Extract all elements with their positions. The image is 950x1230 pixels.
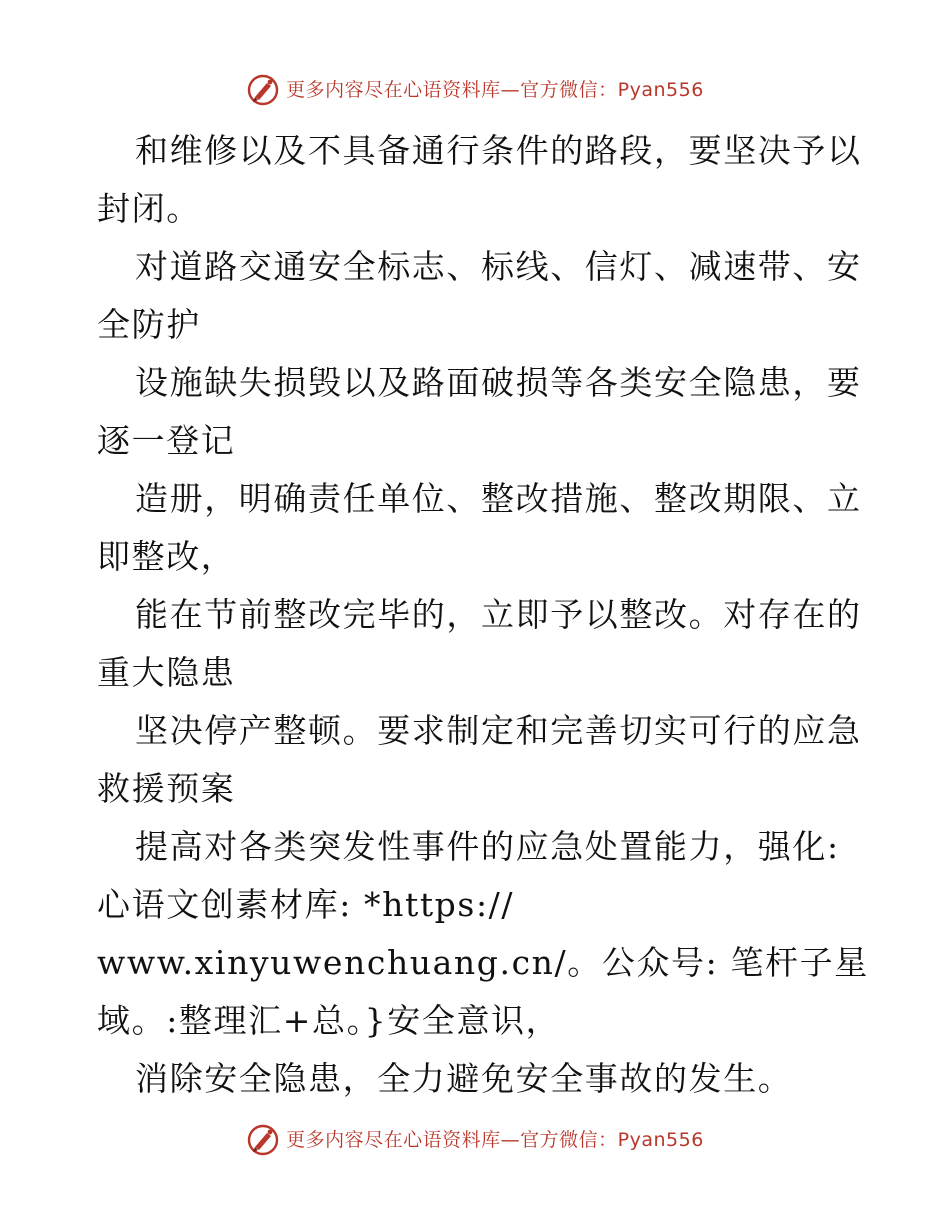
body-line: 全防护 — [97, 305, 201, 344]
pen-logo-icon — [246, 1123, 280, 1157]
body-line: 能在节前整改完毕的，立即予以整改。对存在的 — [135, 595, 862, 634]
body-line: 对道路交通安全标志、标线、信灯、减速带、安 — [135, 247, 862, 286]
body-line: 即整改， — [97, 537, 236, 576]
header-banner-label: 更多内容尽在心语资料库—官方微信： — [286, 79, 618, 101]
header-banner-text — [286, 73, 704, 107]
body-line: 域。:整理汇+总。}安全意识， — [97, 1001, 561, 1040]
body-line: 封闭。 — [97, 189, 201, 228]
body-line: 设施缺失损毁以及路面破损等各类安全隐患，要 — [135, 363, 862, 402]
pen-logo-icon — [246, 73, 280, 107]
body-line: 提高对各类突发性事件的应急处置能力，强化: — [135, 827, 840, 866]
body-line: 消除安全隐患，全力避免安全事故的发生。 — [135, 1059, 793, 1098]
footer-wechat-id: Pyan556 — [617, 1129, 704, 1151]
footer-banner-text — [286, 1123, 704, 1157]
header-wechat-id: Pyan556 — [617, 79, 704, 101]
body-line: 坚决停产整顿。要求制定和完善切实可行的应急 — [135, 711, 862, 750]
body-line: 和维修以及不具备通行条件的路段，要坚决予以 — [135, 131, 862, 170]
body-line: 心语文创素材库: *https:// — [97, 885, 515, 924]
body-line: www.xinyuwenchuang.cn/。公众号: 笔杆子星 — [97, 943, 869, 982]
footer-banner-label: 更多内容尽在心语资料库—官方微信： — [286, 1129, 618, 1151]
document-body — [97, 122, 869, 1108]
body-line: 造册，明确责任单位、整改措施、整改期限、立 — [135, 479, 862, 518]
footer-banner — [0, 1120, 950, 1160]
header-banner — [0, 70, 950, 110]
body-line: 逐一登记 — [97, 421, 236, 460]
body-line: 救援预案 — [97, 769, 236, 808]
body-line: 重大隐患 — [97, 653, 236, 692]
